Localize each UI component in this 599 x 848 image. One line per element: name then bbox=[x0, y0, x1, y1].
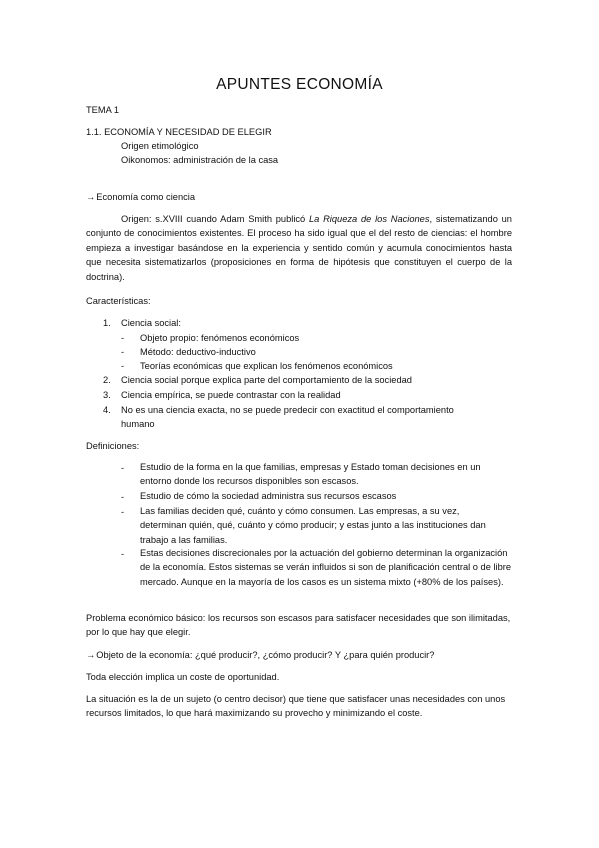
caracteristicas-label: Características: bbox=[86, 296, 151, 306]
definition-item: Estudio de la forma en la que familias, empresas y Estado toman decisiones en un entorno donde los recursos disponibles son escasos. bbox=[140, 462, 481, 487]
list-number: 3. bbox=[103, 390, 111, 400]
list-item: Ciencia social porque explica parte del comportamiento de la sociedad bbox=[121, 375, 412, 385]
bullet-dash: - bbox=[121, 507, 125, 517]
list-number: 2. bbox=[103, 375, 111, 385]
origen-text-rest: , sistematizando un conjunto de conocimientos existentes. El proceso ha sido igual que el del resto de ciencias: el hombre empieza a investigar basándose en la experiencia y sentido común y acumula conocimientos hasta que necesita sistematizarlos (proposiciones en forma de hipótesis que constituyen el cuerpo de la doctrina). bbox=[86, 214, 512, 282]
sub-list-item: Objeto propio: fenómenos económicos bbox=[140, 333, 300, 343]
list-item-continuation: humano bbox=[121, 419, 155, 429]
list-number: 1. bbox=[103, 318, 111, 328]
section-heading: 1.1. ECONOMÍA Y NECESIDAD DE ELEGIR bbox=[86, 127, 272, 137]
science-heading bbox=[86, 191, 195, 204]
tema-label: TEMA 1 bbox=[86, 105, 120, 115]
objeto-line bbox=[86, 649, 434, 662]
objeto-text: Objeto de la economía: ¿qué producir?, ¿cómo producir? Y ¿para quién producir? bbox=[96, 650, 435, 660]
document-title: APUNTES ECONOMÍA bbox=[216, 76, 383, 93]
list-item: No es una ciencia exacta, no se puede predecir con exactitud el comportamiento bbox=[121, 405, 454, 415]
list-item: Ciencia social: bbox=[121, 318, 181, 328]
bullet-dash: - bbox=[121, 347, 125, 357]
oikonomos-definition: Oikonomos: administración de la casa bbox=[121, 155, 279, 165]
bullet-dash: - bbox=[121, 463, 125, 473]
eleccion-line: Toda elección implica un coste de oportunidad. bbox=[86, 672, 280, 682]
book-title: La Riqueza de los Naciones bbox=[308, 214, 430, 224]
science-heading-text: Economía como ciencia bbox=[96, 192, 195, 202]
definition-item: Estas decisiones discrecionales por la actuación del gobierno determinan la organización de la economía. Estos sistemas se verán influidos si son de planificación central o de libre mercado. Aunque en la mayoría de los casos es un sistema mixto (+80% de los países). bbox=[140, 548, 512, 587]
bullet-dash: - bbox=[121, 333, 125, 343]
list-item: Ciencia empírica, se puede contrastar con la realidad bbox=[121, 390, 341, 400]
arrow-icon: → bbox=[86, 192, 96, 202]
origen-paragraph bbox=[86, 212, 512, 284]
sub-list-item: Teorías económicas que explican los fenómenos económicos bbox=[140, 361, 393, 371]
definiciones-label: Definiciones: bbox=[86, 441, 140, 451]
bullet-dash: - bbox=[121, 492, 125, 502]
problema-paragraph: Problema económico básico: los recursos son escasos para satisfacer necesidades que son ilimitadas, por lo que hay que elegir. bbox=[86, 613, 511, 638]
bullet-dash: - bbox=[121, 549, 125, 559]
list-number: 4. bbox=[103, 405, 111, 415]
situacion-paragraph: La situación es la de un sujeto (o centro decisor) que tiene que satisfacer unas necesidades con unos recursos limitados, lo que hará maximizando su provecho y minimizando el coste. bbox=[86, 694, 506, 719]
origin-label: Origen etimológico bbox=[121, 141, 199, 151]
bullet-dash: - bbox=[121, 361, 125, 371]
origen-text: Origen: s.XVIII cuando Adam Smith publicó bbox=[121, 214, 309, 224]
sub-list-item: Método: deductivo-inductivo bbox=[140, 347, 256, 357]
definition-item: Las familias deciden qué, cuánto y cómo consumen. Las empresas, a su vez, determinan quién, qué, cuánto y cómo producir; y estas junto a las instituciones dan trabajo a las familias. bbox=[140, 506, 486, 545]
arrow-icon: → bbox=[86, 650, 96, 660]
definition-item: Estudio de cómo la sociedad administra sus recursos escasos bbox=[140, 491, 397, 501]
